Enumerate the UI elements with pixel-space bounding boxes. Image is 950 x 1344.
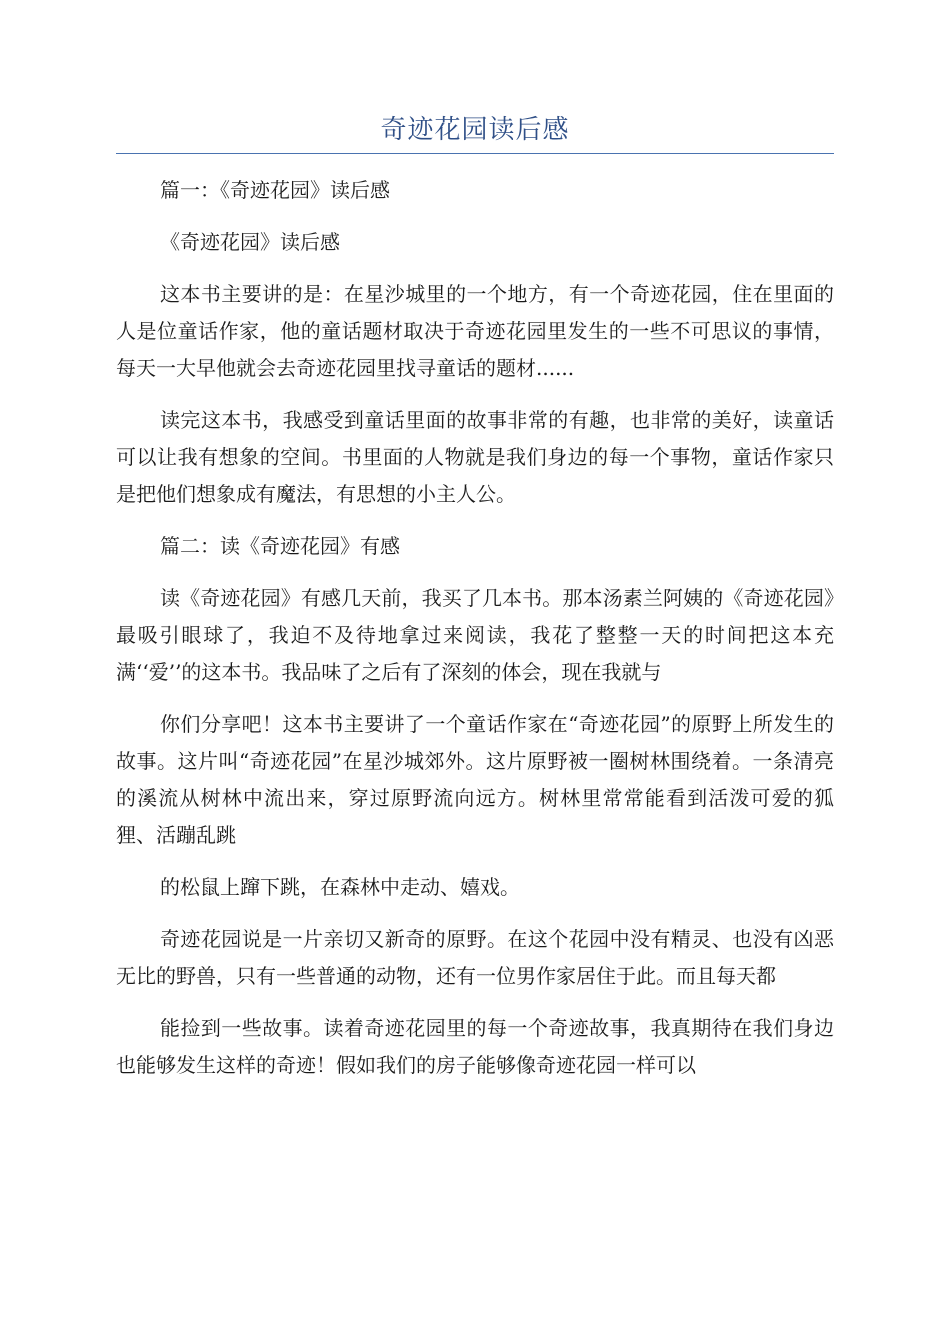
document-title: 奇迹花园读后感 xyxy=(380,115,570,145)
paragraph: 的松鼠上蹿下跳，在森林中走动、嬉戏。 xyxy=(160,875,520,899)
section-heading-2: 篇二：读《奇迹花园》有感 xyxy=(160,534,400,558)
paragraph: 你们分享吧！这本书主要讲了一个童话作家在“奇迹花园”的原野上所发生的故事。这片叫“奇迹花园”在星沙城郊外。这片原野被一圈树林围绕着。一条清亮的溪流从树林中流出来，穿过原野流向远方。树林里常常能看到活泼可爱的狐狸、活蹦乱跳 xyxy=(116,712,834,847)
paragraph: 读完这本书，我感受到童话里面的故事非常的有趣，也非常的美好，读童话可以让我有想象的空间。书里面的人物就是我们身边的每一个事物，童话作家只是把他们想象成有魔法，有思想的小主人公。 xyxy=(116,408,834,506)
paragraph: 这本书主要讲的是：在星沙城里的一个地方，有一个奇迹花园，住在里面的人是位童话作家，他的童话题材取决于奇迹花园里发生的一些不可思议的事情，每天一大早他就会去奇迹花园里找寻童话的题材...... xyxy=(116,282,834,380)
paragraph: 奇迹花园说是一片亲切又新奇的原野。在这个花园中没有精灵、也没有凶恶无比的野兽，只有一些普通的动物，还有一位男作家居住于此。而且每天都 xyxy=(116,927,834,988)
title-underline xyxy=(116,153,834,154)
subheading: 《奇迹花园》读后感 xyxy=(160,230,340,254)
document-body xyxy=(116,172,834,1099)
section-heading-1: 篇一：《奇迹花园》读后感 xyxy=(160,178,390,202)
paragraph: 读《奇迹花园》有感几天前，我买了几本书。那本汤素兰阿姨的《奇迹花园》最吸引眼球了，我迫不及待地拿过来阅读，我花了整整一天的时间把这本充满‘‘爱’’的这本书。我品味了之后有了深刻的体会，现在我就与 xyxy=(116,586,834,684)
paragraph: 能捡到一些故事。读着奇迹花园里的每一个奇迹故事，我真期待在我们身边也能够发生这样的奇迹！假如我们的房子能够像奇迹花园一样可以 xyxy=(116,1016,834,1077)
